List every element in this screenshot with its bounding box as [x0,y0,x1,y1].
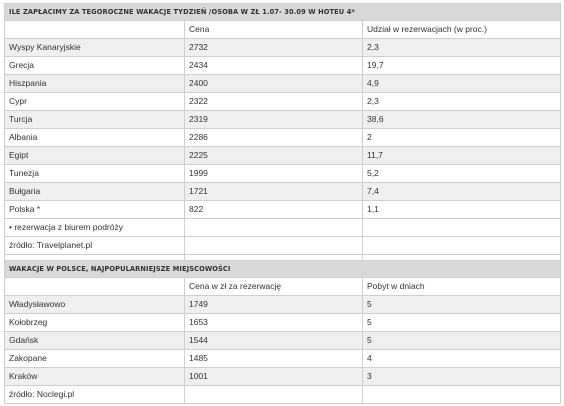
table-row [5,201,561,219]
header-cell-share: Udział w rezerwacjach (w proc.) [363,21,561,39]
table-row [5,111,561,129]
source-note: źródło: Travelplanet.pl [5,237,185,255]
table-row [5,350,561,368]
share-cell: 5,2 [363,165,561,183]
town-cell: Kraków [5,368,185,386]
source-row [5,386,561,404]
poland-table [4,260,561,404]
table-row [5,129,561,147]
source-note: źródło: Noclegi.pl [5,386,185,404]
destination-cell: Polska * [5,201,185,219]
town-cell: Kołobrzeg [5,314,185,332]
header-cell-price: Cena w zł za rezerwację [185,278,363,296]
price-cell: 1721 [185,183,363,201]
price-cell: 2732 [185,39,363,57]
share-cell: 4,9 [363,75,561,93]
share-cell: 2,3 [363,39,561,57]
table-row [5,296,561,314]
price-cell: 2322 [185,93,363,111]
destination-cell: Albania [5,129,185,147]
share-cell: 1,1 [363,201,561,219]
footnote: • rezerwacja z biurem podróży [5,219,185,237]
destination-cell: Turcja [5,111,185,129]
destination-cell: Wyspy Kanaryjskie [5,39,185,57]
header-cell-empty [5,278,185,296]
table-row [5,57,561,75]
header-cell-empty [5,21,185,39]
destination-cell: Tunezja [5,165,185,183]
town-cell: Gdańsk [5,332,185,350]
price-cell: 1653 [185,314,363,332]
source-row [5,237,561,255]
table-row [5,93,561,111]
table-title: ILE ZAPŁACIMY ZA TEGOROCZNE WAKACJE TYDZIEŃ /OSOBA W ZŁ 1.07- 30.09 W HOTEU 4* [5,4,561,21]
days-cell: 5 [363,296,561,314]
share-cell: 11,7 [363,147,561,165]
town-cell: Władysławowo [5,296,185,314]
header-cell-price: Cena [185,21,363,39]
table-row [5,314,561,332]
price-cell: 822 [185,201,363,219]
share-cell: 2,3 [363,93,561,111]
days-cell: 5 [363,314,561,332]
price-cell: 2286 [185,129,363,147]
table-row [5,165,561,183]
price-cell: 2319 [185,111,363,129]
price-cell: 1001 [185,368,363,386]
destination-cell: Egipt [5,147,185,165]
price-cell: 2400 [185,75,363,93]
days-cell: 4 [363,350,561,368]
header-cell-stay: Pobyt w dniach [363,278,561,296]
share-cell: 2 [363,129,561,147]
table-row [5,147,561,165]
table-row [5,39,561,57]
prices-table [4,3,561,273]
destination-cell: Grecja [5,57,185,75]
table-row [5,75,561,93]
price-cell: 2434 [185,57,363,75]
table-row [5,183,561,201]
price-cell: 1999 [185,165,363,183]
share-cell: 38,6 [363,111,561,129]
table-title: WAKACJE W POLSCE, NAJPOPULARNIEJSZE MIEJSCOWOŚCI [5,261,561,278]
share-cell: 19,7 [363,57,561,75]
footnote-row [5,219,561,237]
days-cell: 5 [363,332,561,350]
destination-cell: Hiszpania [5,75,185,93]
share-cell: 7,4 [363,183,561,201]
price-cell: 1485 [185,350,363,368]
town-cell: Zakopane [5,350,185,368]
table-row [5,368,561,386]
price-cell: 2225 [185,147,363,165]
price-cell: 1544 [185,332,363,350]
destination-cell: Cypr [5,93,185,111]
table-row [5,332,561,350]
destination-cell: Bułgaria [5,183,185,201]
price-cell: 1749 [185,296,363,314]
days-cell: 3 [363,368,561,386]
